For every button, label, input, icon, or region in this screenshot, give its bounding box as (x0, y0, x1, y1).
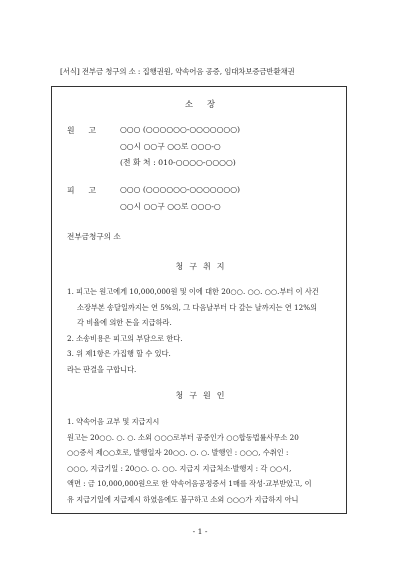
claim-cause-heading: 청구원인 (175, 391, 231, 400)
claim-purpose-line: 소장부본 송달일까지는 연 5%의, 그 다음날부터 다 갚는 날까지는 연 12%의 (77, 302, 317, 312)
plaintiff-label: 원고 (67, 126, 111, 135)
claim-purpose-line: 라는 판결을 구합니다. (67, 364, 137, 374)
claim-purpose-line: 1. 피고는 원고에게 10,000,000원 및 이에 대한 20○○. ○○. ○○.부터 이 사건 (67, 287, 319, 296)
claim-cause-line: ○○증서 제○○호로, 발행일자 20○○. ○. ○. 발행인 : ○○○, 수취인 : (67, 448, 289, 458)
plaintiff-phone: (전 화 처 : 010-○○○○-○○○○) (120, 158, 236, 167)
defendant-label: 피고 (67, 186, 111, 195)
claim-purpose-line: 각 비율에 의한 돈을 지급하라. (77, 318, 172, 328)
claim-cause-line: ○○○, 지급기일 : 20○○. ○. ○○. 지급지 지급처소·발행지 : 각 ○○시, (67, 463, 292, 473)
claim-purpose-body (67, 284, 319, 378)
claim-cause-subheading: 1. 약속어음 교부 및 지급지시 (67, 417, 160, 426)
defendant-name: ○○○ (○○○○○○-○○○○○○○) (120, 185, 241, 194)
plaintiff-name: ○○○ (○○○○○○-○○○○○○○) (120, 125, 241, 134)
claim-cause-line: 액면 : 금 10,000,000원으로 한 약속어음공정증서 1매를 작성·교부받았고, 이 (67, 479, 312, 489)
claim-purpose-line: 3. 위 제1항은 가집행 할 수 있다. (67, 349, 171, 359)
document-title: 소장 (184, 99, 230, 109)
claim-purpose-heading: 청구취지 (175, 262, 231, 271)
case-name: 전부금청구의 소 (67, 232, 121, 241)
defendant-address: ○○시 ○○구 ○○로 ○○○-○ (120, 202, 221, 211)
document-header: [서식] 전부금 청구의 소 : 집행권원, 약속어음 공증, 임대차보증금반환채권 (60, 67, 295, 76)
plaintiff-address: ○○시 ○○구 ○○로 ○○○-○ (120, 142, 221, 151)
claim-cause-line: 원고는 20○○. ○. ○. 소외 ○○○로부터 공증인가 ○○합동법률사무소 20 (67, 432, 299, 442)
claim-purpose-line: 2. 소송비용은 피고의 부담으로 한다. (67, 333, 183, 343)
claim-cause-body (67, 414, 312, 508)
page-number: - 1 - (192, 527, 208, 536)
claim-cause-line: 유 지급기일에 지급제시 하였음에도 불구하고 소외 ○○○가 지급하지 아니 (67, 494, 299, 504)
